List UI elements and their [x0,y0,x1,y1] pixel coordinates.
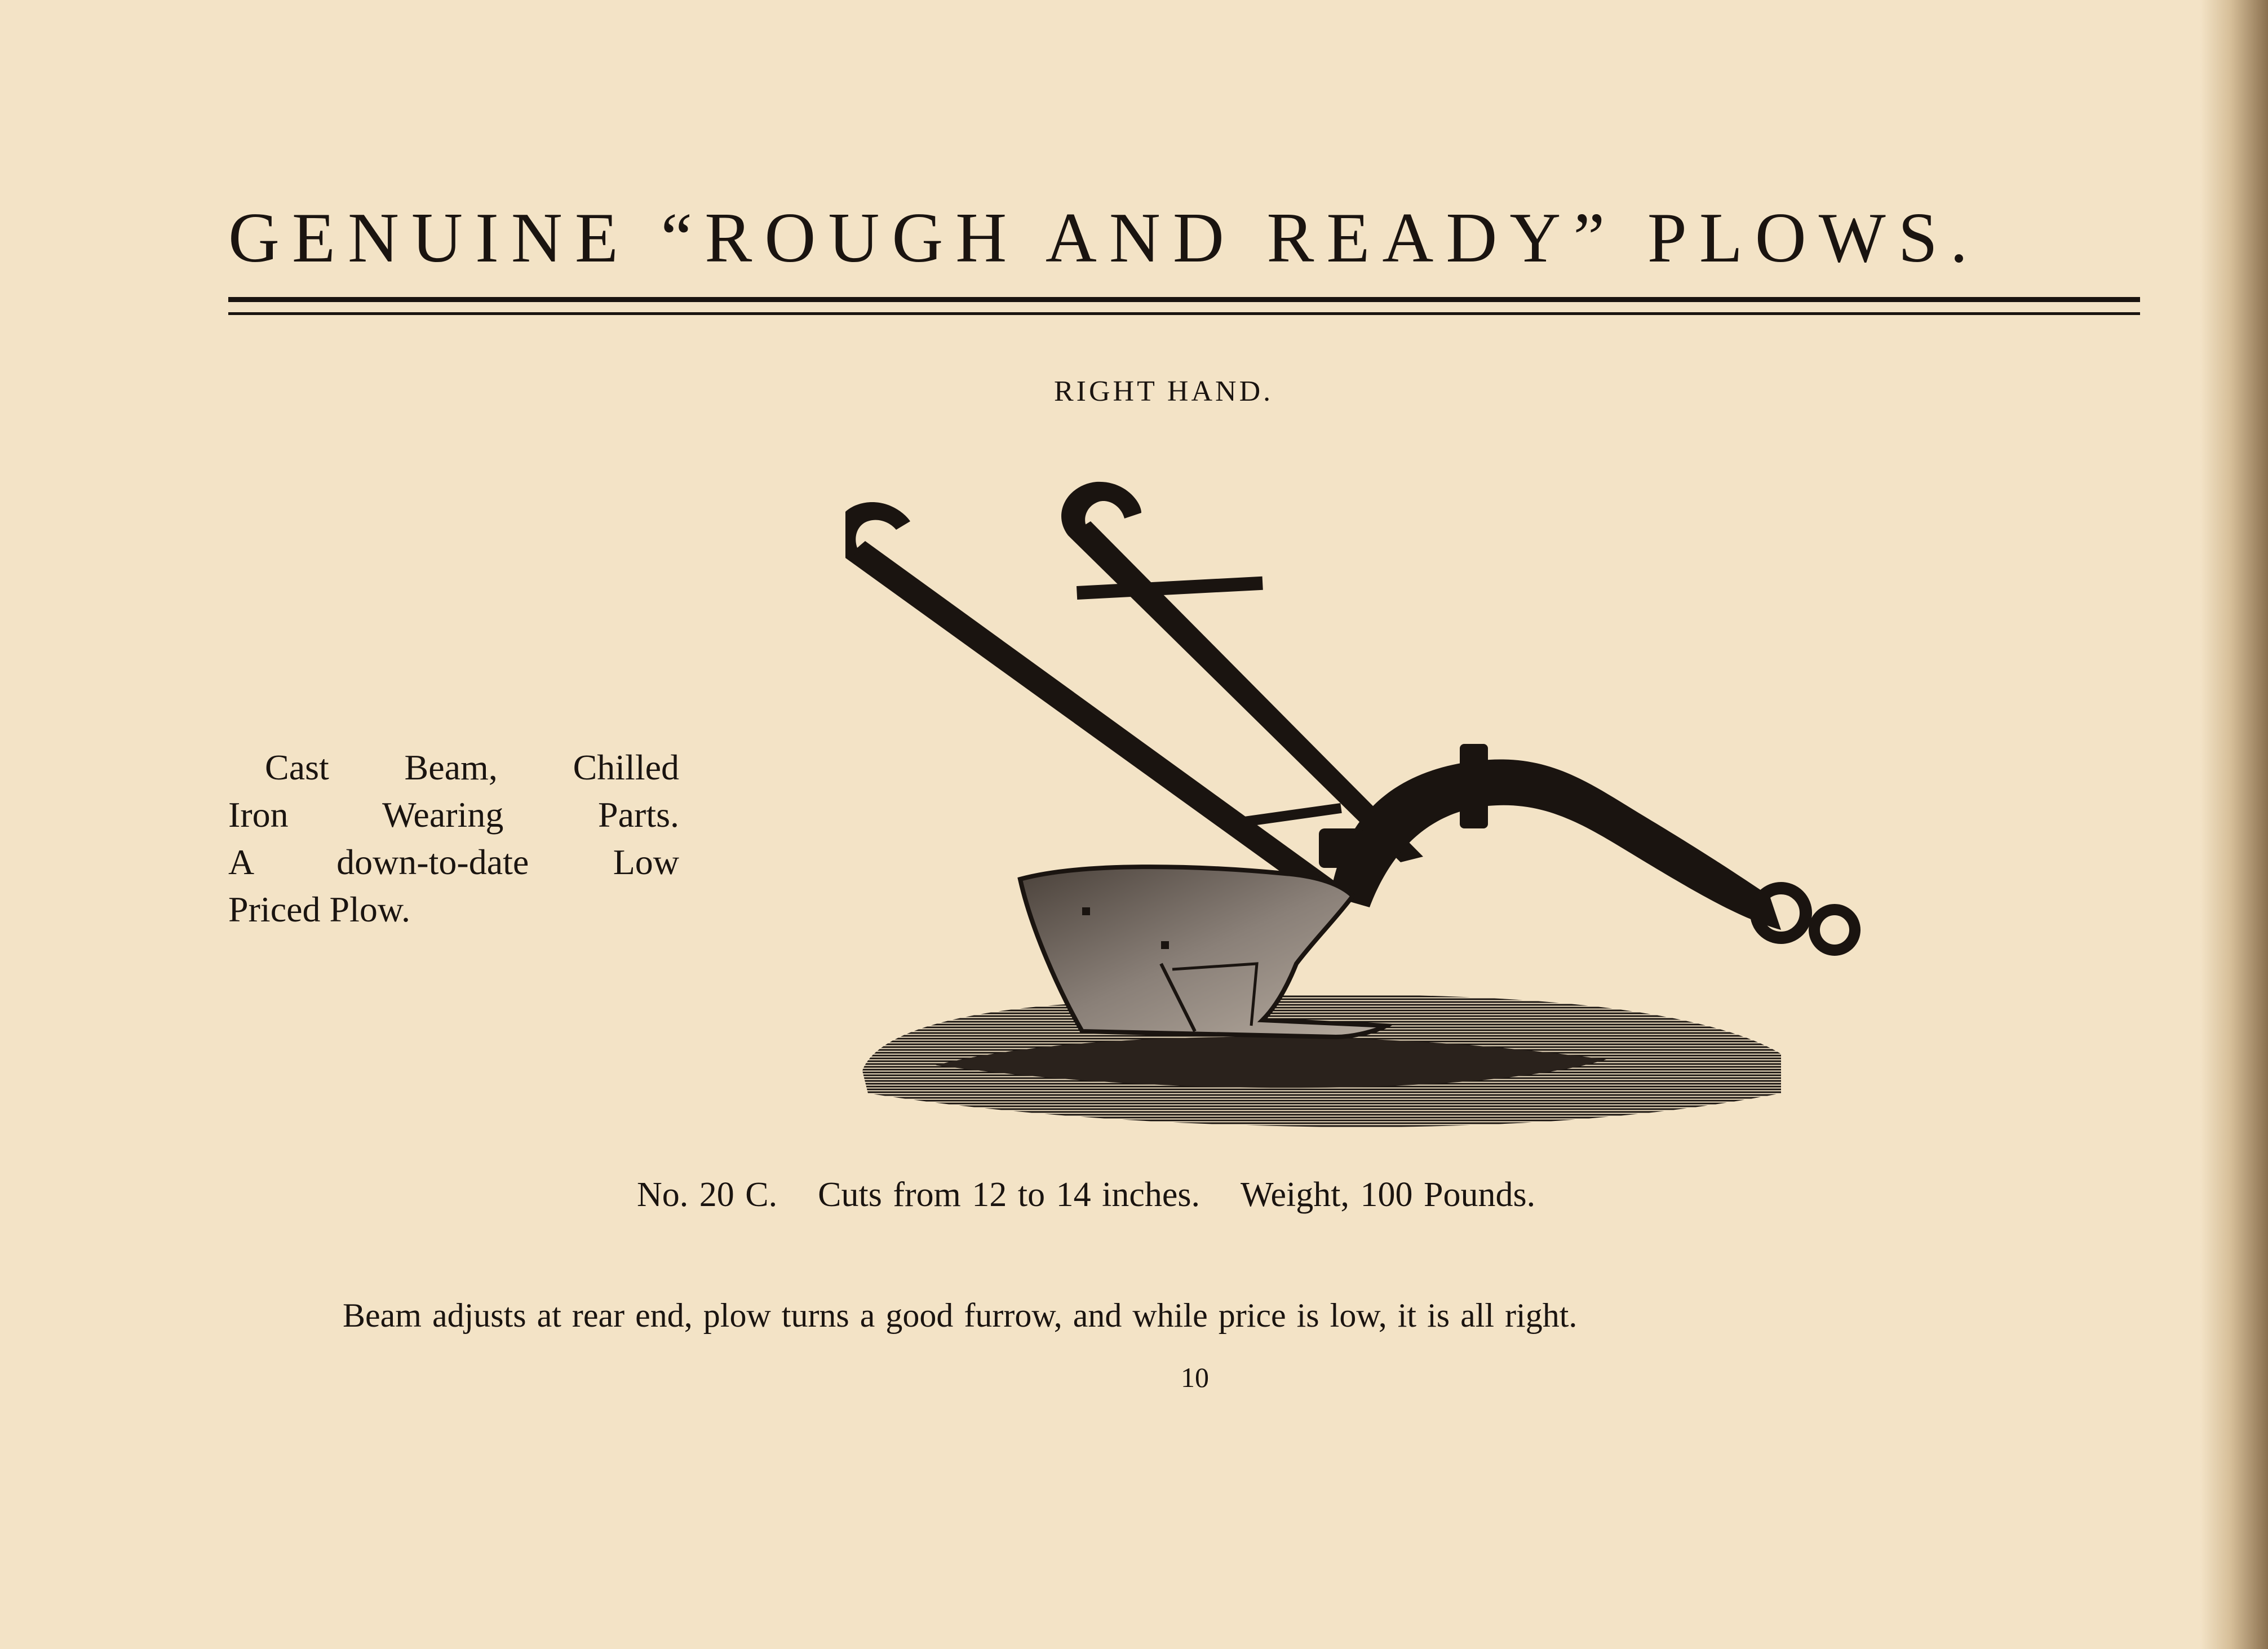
side-text-line: Iron Wearing Parts. [228,795,679,835]
plow-illustration-icon [845,468,1888,1172]
plow-weight: Weight, 100 Pounds. [1240,1176,1536,1214]
plow-beam [1330,760,1781,930]
title-rule-thin [228,312,2140,315]
side-description [228,744,679,933]
plow-orientation-heading: RIGHT HAND. [1054,375,1274,407]
model-number: No. 20 C. [637,1176,778,1214]
side-text-line: Priced Plow. [228,889,410,929]
side-text-line: A down-to-date Low [228,842,679,882]
book-spine-shadow [2200,0,2268,1649]
plow-caption [637,1175,1576,1215]
page-title: GENUINE “ROUGH AND READY” PLOWS. [228,199,1981,277]
plow-description: Beam adjusts at rear end, plow turns a good furrow, and while price is low, it is all right. [343,1297,1578,1334]
page-number: 10 [1181,1362,1209,1393]
cutting-width: Cuts from 12 to 14 inches. [818,1176,1200,1214]
title-rule-thick [228,297,2140,302]
side-text-line: Cast Beam, Chilled [265,747,679,787]
